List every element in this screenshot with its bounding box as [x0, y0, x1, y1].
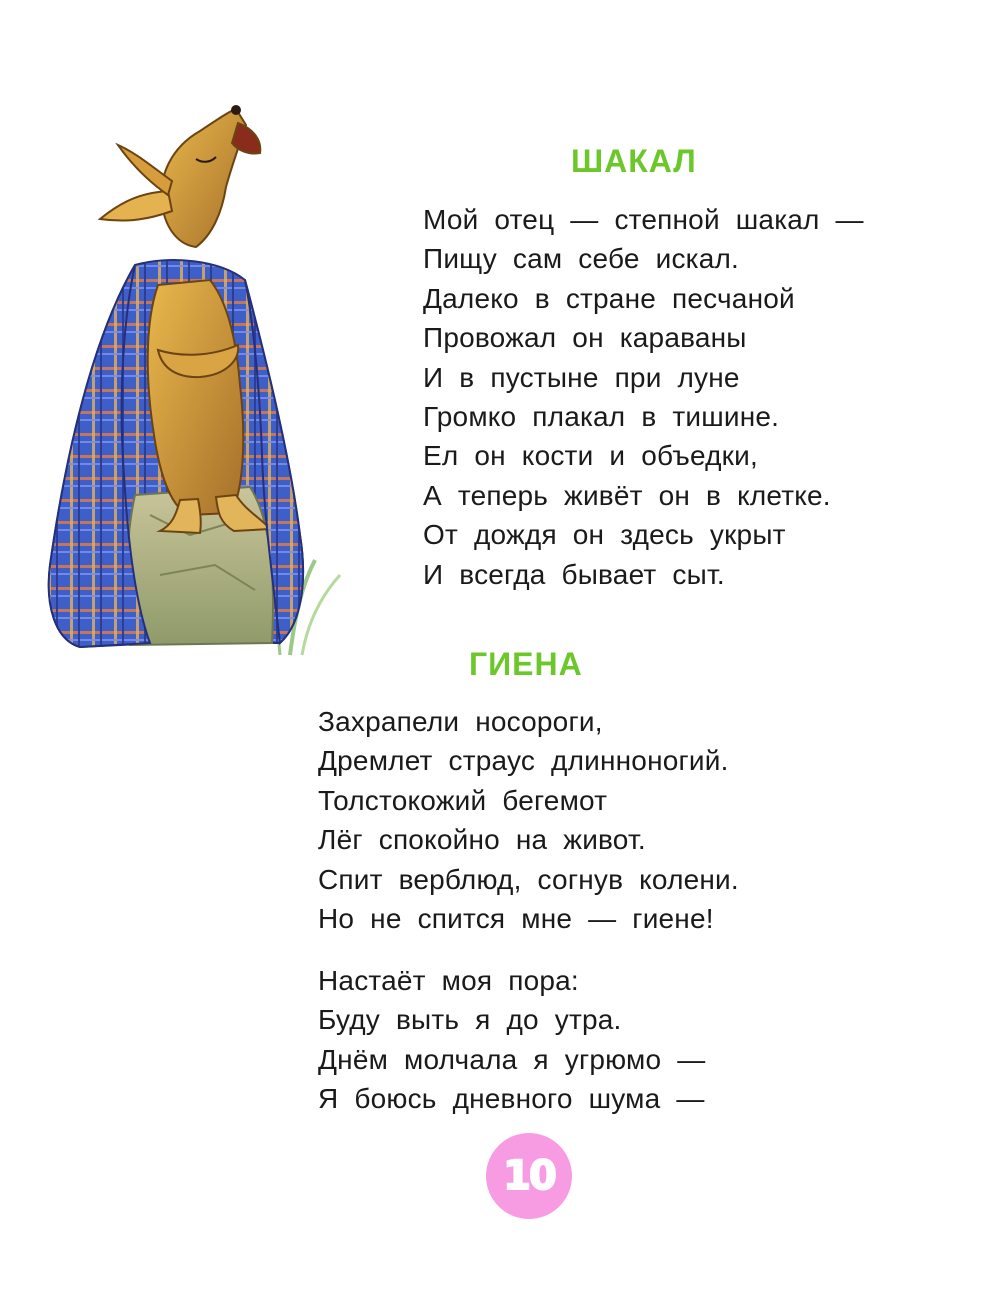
poem-line: Ел он кости и объедки,: [423, 440, 758, 472]
poem-line: Провожал он караваны: [423, 322, 747, 354]
poem-line: И в пустыне при луне: [423, 361, 740, 393]
page-number: 10: [503, 1153, 555, 1199]
poem-line: От дождя он здесь укрыт: [423, 519, 786, 551]
jackal-poem: [423, 200, 864, 594]
hyena-poem-title: ГИЕНА: [469, 646, 583, 682]
hyena-poem-stanza-1: [318, 702, 739, 938]
poem-line: Дремлет страус длинноногий.: [318, 745, 729, 777]
poem-line: И всегда бывает сыт.: [423, 558, 725, 590]
poem-line: Захрапели носороги,: [318, 706, 603, 737]
jackal-poem-title: ШАКАЛ: [571, 143, 697, 179]
poem-line: А теперь живёт он в клетке.: [423, 479, 831, 511]
poem-line: Но не спится мне — гиене!: [318, 902, 714, 934]
poem-line: Далеко в стране песчаной: [423, 282, 795, 314]
hyena-poem-stanza-2: [318, 961, 705, 1119]
jackal-illustration: [40, 95, 360, 660]
poem-line: Мой отец — степной шакал —: [423, 204, 864, 235]
poem-line: Настаёт моя пора:: [318, 965, 579, 996]
poem-line: Я боюсь дневного шума —: [318, 1083, 705, 1115]
poem-line: Буду выть я до утра.: [318, 1004, 622, 1036]
poem-line: Громко плакал в тишине.: [423, 400, 780, 432]
poem-line: Днём молчала я угрюмо —: [318, 1043, 706, 1075]
poem-line: Пищу сам себе искал.: [423, 243, 740, 275]
page-number-badge: [486, 1133, 572, 1219]
poem-line: Лёг спокойно на живот.: [318, 824, 646, 856]
poem-line: Толстокожий бегемот: [318, 784, 608, 816]
poem-line: Спит верблюд, согнув колени.: [318, 863, 739, 895]
